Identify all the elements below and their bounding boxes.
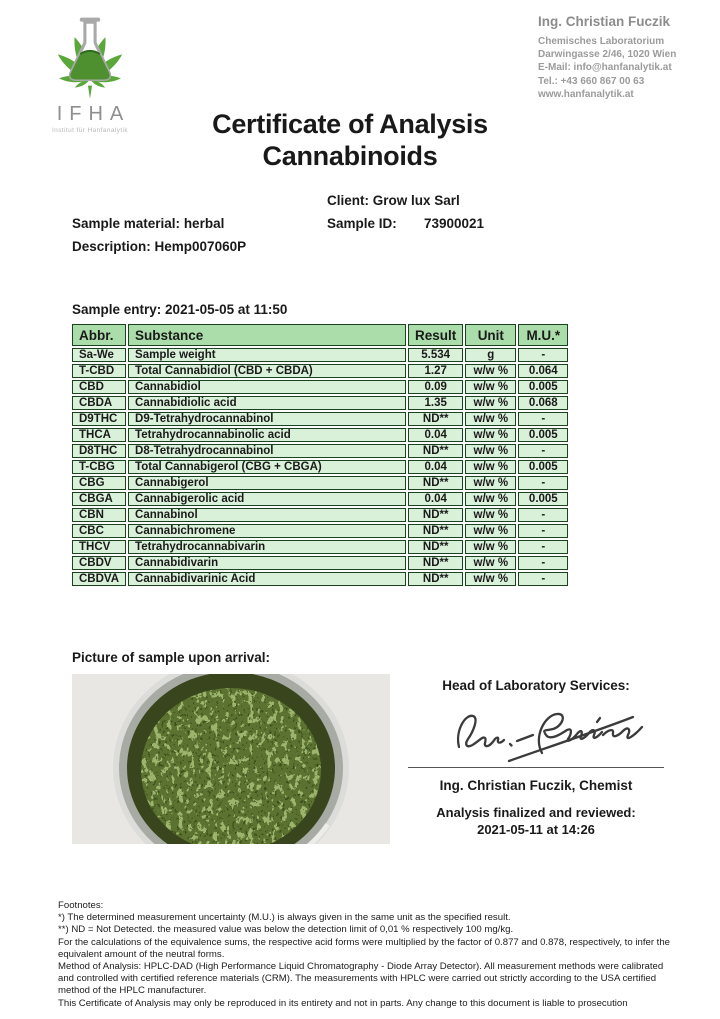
table-cell: Total Cannabidiol (CBD + CBDA) — [128, 364, 406, 378]
lab-contact-block — [538, 14, 716, 101]
signature-divider — [408, 767, 664, 768]
table-cell: ND** — [408, 540, 463, 554]
signature-block — [406, 678, 666, 838]
table-cell: w/w % — [465, 556, 516, 570]
table-cell: CBN — [72, 508, 126, 522]
finalized-date: 2021-05-11 at 14:26 — [477, 822, 595, 837]
header-mu: M.U.* — [518, 324, 568, 346]
client-label: Client: — [327, 193, 369, 208]
table-cell: D9THC — [72, 412, 126, 426]
table-cell: Cannabidivarin — [128, 556, 406, 570]
table-cell: Sample weight — [128, 348, 406, 362]
signatory-name: Ing. Christian Fuczik, Chemist — [439, 778, 633, 793]
table-cell: w/w % — [465, 412, 516, 426]
table-cell: w/w % — [465, 444, 516, 458]
table-cell: - — [518, 524, 568, 538]
table-cell: Tetrahydrocannabinolic acid — [128, 428, 406, 442]
picture-of-sample-label: Picture of sample upon arrival: — [72, 650, 271, 665]
table-row — [72, 348, 568, 362]
footnotes-heading: Footnotes: — [58, 900, 104, 911]
table-cell: 1.35 — [408, 396, 463, 410]
table-header — [72, 324, 568, 346]
table-cell: 0.09 — [408, 380, 463, 394]
contact-website: www.hanfanalytik.at — [538, 88, 634, 100]
table-cell: CBDA — [72, 396, 126, 410]
signature-heading: Head of Laboratory Services: — [442, 678, 630, 693]
analysis-finalized — [406, 804, 666, 838]
table-cell: THCA — [72, 428, 126, 442]
table-cell: w/w % — [465, 572, 516, 586]
table-cell: g — [465, 348, 516, 362]
sample-material-value: herbal — [183, 216, 225, 231]
table-cell: w/w % — [465, 396, 516, 410]
table-body — [72, 348, 568, 586]
table-cell: - — [518, 476, 568, 490]
contact-email: E-Mail: info@hanfanalytik.at — [538, 62, 672, 74]
table-cell: Tetrahydrocannabivarin — [128, 540, 406, 554]
table-cell: Cannabidivarinic Acid — [128, 572, 406, 586]
table-cell: D8-Tetrahydrocannabinol — [128, 444, 406, 458]
table-cell: D9-Tetrahydrocannabinol — [128, 412, 406, 426]
table-row — [72, 540, 568, 554]
table-cell: w/w % — [465, 460, 516, 474]
header-unit: Unit — [465, 324, 516, 346]
table-cell: 0.064 — [518, 364, 568, 378]
sample-entry-value: 2021-05-05 at 11:50 — [165, 302, 288, 317]
description-line — [72, 239, 246, 254]
footnote-line: *) The determined measurement uncertainty (M.U.) is always given in the same unit as the specified result. — [58, 912, 511, 924]
table-cell: - — [518, 540, 568, 554]
table-cell: CBD — [72, 380, 126, 394]
table-row — [72, 524, 568, 538]
description-value: Hemp007060P — [154, 239, 247, 254]
table-cell: 0.04 — [408, 460, 463, 474]
table-cell: w/w % — [465, 524, 516, 538]
table-row — [72, 396, 568, 410]
table-cell: T-CBG — [72, 460, 126, 474]
contact-phone: Tel.: +43 660 867 00 63 — [538, 75, 645, 87]
sample-id-line — [327, 216, 484, 231]
logo-acronym: IFHA — [56, 103, 131, 125]
table-cell: CBC — [72, 524, 126, 538]
table-cell: CBDV — [72, 556, 126, 570]
footnote-line: **) ND = Not Detected. the measured value was below the detection limit of 0,01 % respectively 100 mg/kg. — [58, 924, 514, 936]
sample-id-value: 73900021 — [424, 216, 485, 231]
table-cell: - — [518, 572, 568, 586]
table-cell: 5.534 — [408, 348, 463, 362]
table-row — [72, 492, 568, 506]
header-result: Result — [408, 324, 463, 346]
footnote-line: For the calculations of the equivalence sums, the respective acid forms were multiplied by the factor of 0.877 and 0.878, respectively, to infer the equivalent amount of the neutral forms. — [58, 936, 671, 960]
table-header-row — [72, 324, 568, 346]
table-cell: ND** — [408, 412, 463, 426]
sample-photo — [72, 674, 390, 844]
table-cell: CBG — [72, 476, 126, 490]
sample-material-line — [72, 216, 224, 231]
table-cell: 1.27 — [408, 364, 463, 378]
table-cell: Cannabichromene — [128, 524, 406, 538]
table-cell: 0.005 — [518, 460, 568, 474]
table-row — [72, 508, 568, 522]
table-cell: 0.005 — [518, 492, 568, 506]
table-cell: - — [518, 556, 568, 570]
table-cell: Cannabinol — [128, 508, 406, 522]
table-row — [72, 572, 568, 586]
client-value: Grow lux Sarl — [372, 193, 460, 208]
table-cell: 0.04 — [408, 492, 463, 506]
sample-photo-image — [72, 674, 390, 844]
table-cell: Total Cannabigerol (CBG + CBGA) — [128, 460, 406, 474]
logo-subtitle: Institut für Hanfanalytik — [51, 127, 129, 134]
table-cell: Cannabigerolic acid — [128, 492, 406, 506]
table-cell: ND** — [408, 444, 463, 458]
table-cell: - — [518, 444, 568, 458]
table-cell: T-CBD — [72, 364, 126, 378]
table-cell: - — [518, 508, 568, 522]
table-cell: Cannabidiol — [128, 380, 406, 394]
title-line-1: Certificate of Analysis — [212, 109, 488, 139]
table-cell: ND** — [408, 476, 463, 490]
table-cell: D8THC — [72, 444, 126, 458]
sample-entry-label: Sample entry: — [72, 302, 162, 317]
footnote-line: Method of Analysis: HPLC-DAD (High Performance Liquid Chromatography - Diode Array Detector). All measurement methods were calibrated and controlled with certified reference materials (CRM). The measurements with HPLC were carried out strictly according to the USA certified method of the HPLC manufacturer. — [58, 961, 664, 997]
table-cell: THCV — [72, 540, 126, 554]
cannabinoid-results-table — [70, 322, 570, 588]
contact-name: Ing. Christian Fuczik — [538, 14, 671, 29]
finalized-label: Analysis finalized and reviewed: — [436, 805, 636, 820]
cannabis-leaf-flask-icon — [42, 12, 138, 102]
table-cell: 0.068 — [518, 396, 568, 410]
table-row — [72, 476, 568, 490]
table-cell: CBDVA — [72, 572, 126, 586]
table-cell: ND** — [408, 556, 463, 570]
contact-line: Darwingasse 2/46, 1020 Wien — [538, 49, 677, 61]
table-cell: w/w % — [465, 492, 516, 506]
table-cell: w/w % — [465, 428, 516, 442]
table-cell: ND** — [408, 508, 463, 522]
table-cell: Sa-We — [72, 348, 126, 362]
sample-entry-line — [72, 302, 287, 317]
header-abbr: Abbr. — [72, 324, 126, 346]
table-cell: - — [518, 348, 568, 362]
header-substance: Substance — [128, 324, 406, 346]
page-title — [130, 108, 570, 172]
table-row — [72, 556, 568, 570]
table-cell: w/w % — [465, 508, 516, 522]
footnotes — [58, 900, 678, 1010]
table-cell: w/w % — [465, 380, 516, 394]
table-cell: ND** — [408, 524, 463, 538]
table-row — [72, 364, 568, 378]
table-cell: w/w % — [465, 364, 516, 378]
table-cell: w/w % — [465, 476, 516, 490]
table-cell: 0.04 — [408, 428, 463, 442]
table-row — [72, 460, 568, 474]
table-cell: w/w % — [465, 540, 516, 554]
table-row — [72, 380, 568, 394]
table-row — [72, 444, 568, 458]
table-row — [72, 428, 568, 442]
ifha-logo — [40, 12, 140, 134]
title-line-2: Cannabinoids — [262, 141, 438, 171]
table-cell: 0.005 — [518, 428, 568, 442]
footnote-line: This Certificate of Analysis may only be reproduced in its entirety and not in parts. Any change to this document is liable to prosecution — [58, 997, 628, 1009]
table-cell: Cannabidiolic acid — [128, 396, 406, 410]
table-cell: CBGA — [72, 492, 126, 506]
sample-material-label: Sample material: — [72, 216, 181, 231]
sample-id-label: Sample ID: — [327, 216, 397, 231]
client-line — [327, 193, 460, 208]
table-cell: 0.005 — [518, 380, 568, 394]
description-label: Description: — [72, 239, 151, 254]
table-cell: - — [518, 412, 568, 426]
table-cell: Cannabigerol — [128, 476, 406, 490]
table-cell: ND** — [408, 572, 463, 586]
signature-image — [421, 701, 651, 767]
contact-line: Chemisches Laboratorium — [538, 36, 665, 47]
table-row — [72, 412, 568, 426]
